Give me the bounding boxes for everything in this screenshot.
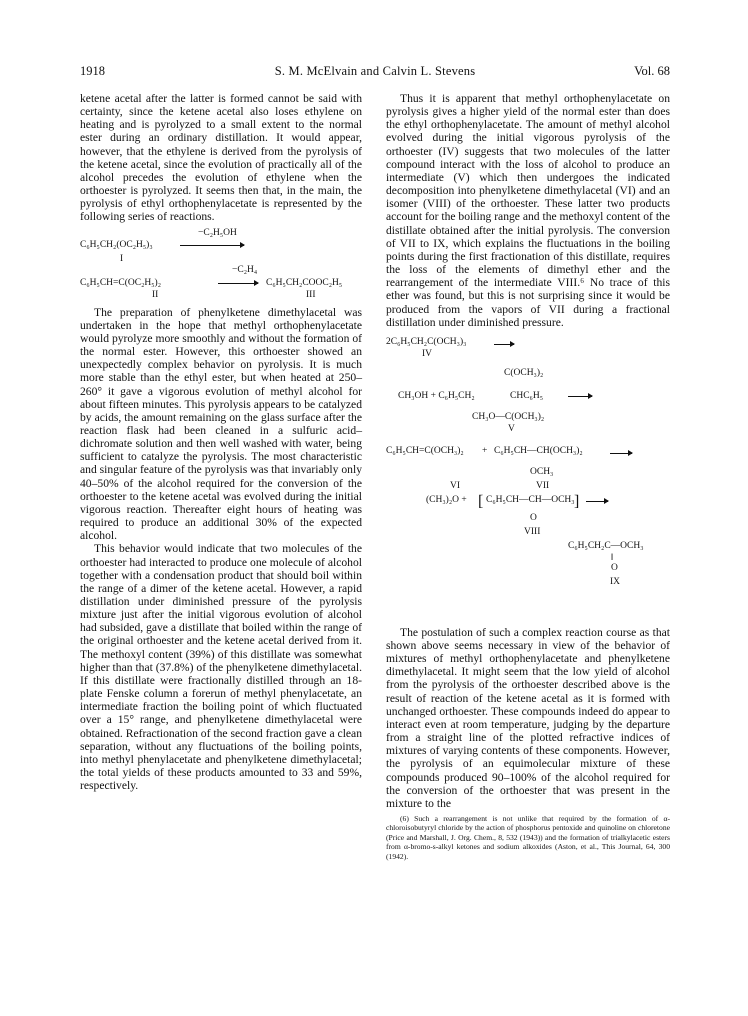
scheme2-label-VI: VI xyxy=(450,480,461,491)
scheme1-product-3: C₆H₅CH₂COOC₂H₅ xyxy=(266,277,343,288)
reaction-scheme-1 xyxy=(80,228,362,300)
scheme2-VIII-oxygen: O xyxy=(530,512,537,523)
left-paragraph-3: This behavior would indicate that two molecules of the orthoester had interacted to produce one molecule of alcohol together with a condensation product that should boil within the range of a dimer of the ketene acetal. However, a rapid distillation under diminished pressure of the pyrolysis mixture just after the initial vigorous evolution of alcohol had subsided, gave a distillate that boiled within the range of the original orthoester and the ketene acetal derived from it. The methoxyl content (39%) of this distillate was somewhat higher than that (37.8%) of the phenylketene dimethylacetal. If this distillate were fractionally distilled through an 18-plate Fenske column a forerun of methyl phenylacetate, an intermediate fraction the boiling point of which fluctuated over a 15° range, and phenylketene dimethylacetal were obtained. Refractionation of the second fraction gave a clean separation, without any fluctuations of the boiling points, into methyl phenylacetate and phenylketene dimethylacetal; the total yields of these products amounted to 33 and 59%, respectively. xyxy=(80,542,362,793)
scheme2-intermediate-top: C(OCH₃)₂ xyxy=(504,367,544,378)
scheme1-reactant: C₆H₅CH₂(OC₂H₅)₃ xyxy=(80,239,153,250)
scheme2-label-IV: IV xyxy=(422,348,433,359)
running-authors: S. M. McElvain and Calvin L. Stevens xyxy=(274,64,476,78)
scheme2-bracket-close: ] xyxy=(574,492,580,510)
scheme1-label-III: III xyxy=(306,289,316,300)
scheme1-label-II: II xyxy=(152,289,159,300)
volume-label: Vol. 68 xyxy=(634,64,670,78)
scheme1-label-I: I xyxy=(120,253,124,264)
right-column xyxy=(386,92,670,861)
scheme2-VI-formula: C₆H₅CH=C(OCH₃)₂ xyxy=(386,445,464,456)
reaction-scheme-2 xyxy=(386,333,670,620)
scheme2-plus: + xyxy=(482,445,488,456)
left-paragraph-2: The preparation of phenylketene dimethylacetal was undertaken in the hope that methyl orthophenylacetate would pyrolyze more smoothly and without the formation of the normal ester. However, this orthoester showed an unexpectedly complex behavior on pyrolysis. It is much more stable than the ethyl ester, but when heated at 250–260° it gave a vigorous evolution of methyl alcohol for about fifteen minutes. This pyrolysis appears to be catalyzed by acids, the amount remaining on the glass surface after the reaction flask had been cleaned in a sulfuric acid–dichromate solution and then well washed with water, being sufficient to catalyze the pyrolysis. The most characteristic and singular feature of the pyrolysis was that invariably only 40–50% of the alcohol required for the conversion of the orthoester to the ketene acetal was evolved during the initial vigorous reaction. Thereafter eight hours of heating was required to produce an additional 30% of the expected alcohol. xyxy=(80,305,362,543)
scheme1-arrow-1 xyxy=(180,242,244,252)
page-number: 1918 xyxy=(80,64,105,78)
right-paragraph-2: The postulation of such a complex reaction course as that shown above seems necessary in view of the behavior of mixtures of methyl orthophenylacetate and phenylketene dimethylacetal. It might seem that the low yield of alcohol from the pyrolysis of the orthoester described above is the result of reaction of the ketene acetal as it is formed with unchanged orthoester. These compounds indeed do appear to interact even at room temperature, judging by the departure from a straight line of the plotted refractive indices of mixtures of varying contents of these components. However, the pyrolysis of an equimolecular mixture of these compounds produced 90–100% of the alcohol required for the conversion of the orthoester that was present in the mixture to the xyxy=(386,625,670,810)
scheme1-loss-1: −C₂H₅OH xyxy=(198,227,237,238)
scheme2-arrow-VIII xyxy=(586,498,608,508)
scheme2-label-V: V xyxy=(508,423,515,434)
scheme1-loss-2: −C₂H₄ xyxy=(232,264,258,275)
left-column xyxy=(80,92,362,792)
scheme1-arrow-2 xyxy=(218,280,258,290)
left-paragraph-1: ketene acetal after the latter is formed cannot be said with certainty, since the ketene acetal also loses ethylene on heating and is pyrolyzed to a small extent to the normal ester during an ordinary distillation. It would appear, however, that the ethylene is derived from the pyrolysis of the ketene acetal, since the evolution of practically all of the alcohol precedes the evolution of ethylene when the orthoester is pyrolyzed. It seems then that, in the main, the pyrolysis of ethyl orthophenylacetate is represented by the following series of reactions. xyxy=(80,92,362,224)
scheme2-IX-double-bond: ‖ xyxy=(611,551,614,562)
footnote-6: (6) Such a rearrangement is not unlike that required by the formation of α-chloroisobutyryl chloride by the action of phosphorus pentoxide and quinoline on chloretone (Price and Marshall, J. Org. Chem., 8, 532 (1943)) and the formation of trialkylacetic esters from α-bromo-s-alkyl ketones and sodium alkoxides (Aston, et al., This Journal, 64, 300 (1942). xyxy=(386,814,670,861)
scheme2-arrow-V xyxy=(568,393,592,403)
scheme2-IX-oxygen: O xyxy=(611,562,618,573)
scheme2-intermediate-bottom: CH₃O—C(OCH₃)₂ xyxy=(472,411,545,422)
scheme2-intermediate-left: CH₃OH + C₆H₅CH₂ xyxy=(398,390,475,401)
scheme1-product-2: C₆H₅CH=C(OC₂H₅)₂ xyxy=(80,277,162,288)
scheme2-bracket-open: [ xyxy=(478,492,484,510)
scheme2-arrow-IV xyxy=(494,341,514,351)
scheme2-intermediate-right: CHC₆H₅ xyxy=(510,390,544,401)
scheme2-label-IX: IX xyxy=(610,576,621,587)
scheme2-IV-formula: 2C₆H₅CH₂C(OCH₃)₃ xyxy=(386,336,467,347)
scheme2-arrow-VII xyxy=(610,450,632,460)
scheme2-VII-formula: C₆H₅CH—CH(OCH₃)₂ xyxy=(494,445,583,456)
scheme2-label-VIII: VIII xyxy=(524,526,541,537)
scheme2-IX-formula: C₆H₅CH₂C—OCH₃ xyxy=(568,540,644,551)
scheme2-VII-substituent: OCH₃ xyxy=(530,466,554,477)
page-header xyxy=(80,64,670,82)
right-paragraph-1: Thus it is apparent that methyl orthophenylacetate on pyrolysis gives a higher yield of the normal ester than does the ethyl orthophenylacetate. The amount of methyl alcohol evolved during the initial vigorous pyrolysis of the orthoester (IV) suggests that two molecules of the latter compound interact with the loss of alcohol to produce an intermediate (V) which then undergoes the indicated decomposition into phenylketene dimethylacetal (VI) and an isomer (VIII) of the orthoester. These latter two products account for the boiling range and the methoxyl content of the distillate obtained after the initial pyrolysis. The conversion of VII to IX, which explains the fluctuations in the boiling points during the first fractionation of this distillate, requires the loss of the elements of dimethyl ether and the rearrangement of the intermediate VIII.⁶ No trace of this ether was found, but this is not surprising since it would be produced from the vapors of VII during a fractional distillation under diminished pressure. xyxy=(386,92,670,329)
scheme2-label-VII: VII xyxy=(536,480,550,491)
scheme2-VIII-formula: C₆H₅CH—CH—OCH₃ xyxy=(486,494,575,505)
scheme2-dimethyl-ether: (CH₃)₂O + xyxy=(426,494,467,505)
